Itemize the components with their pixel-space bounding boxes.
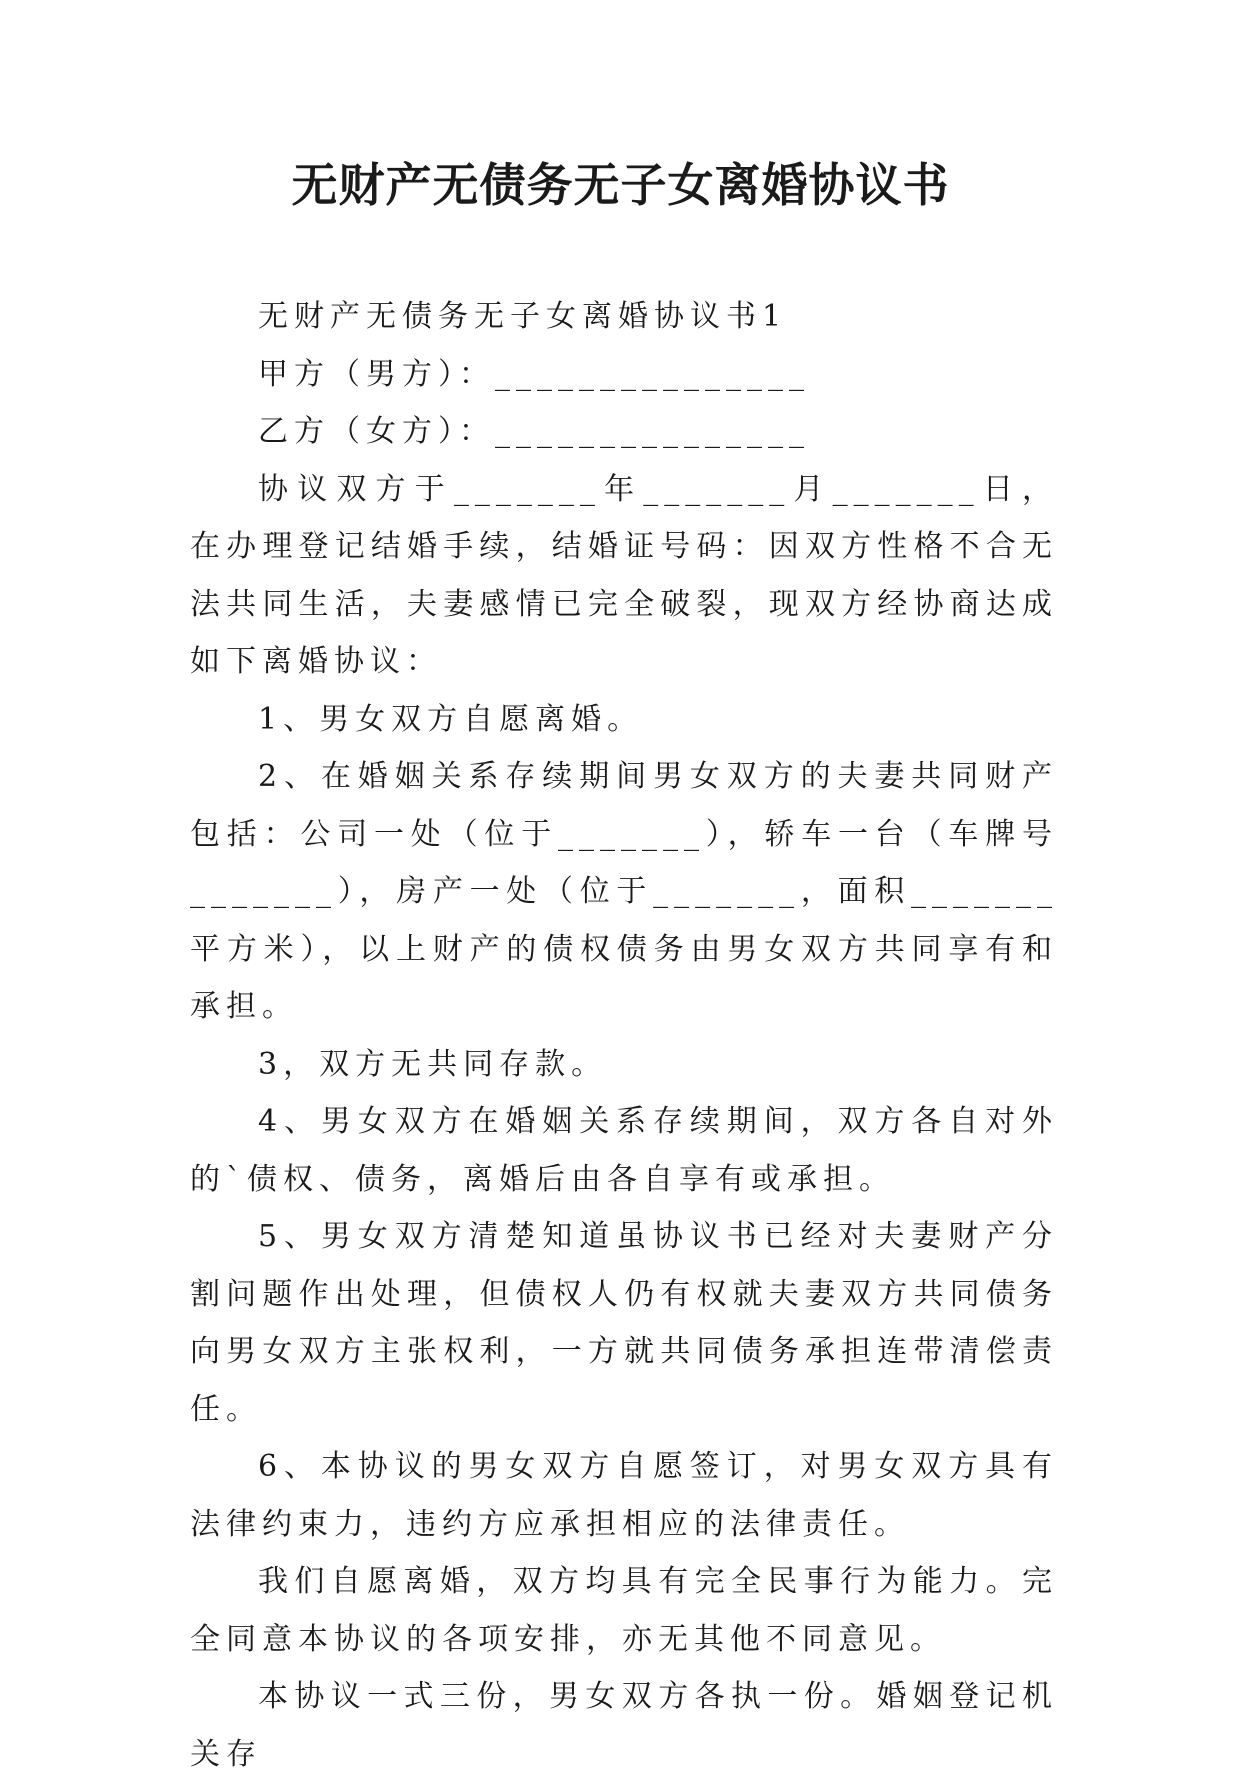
- party-b-line: 乙方（女方）：_______________: [258, 414, 810, 449]
- document-body: [190, 288, 1058, 1783]
- clause-5: 5、男女双方清楚知道虽协议书已经对夫妻财产分割问题作出处理，但债权人仍有权就夫妻双方共同债务向男女双方主张权利，一方就共同债务承担连带清偿责任。: [190, 1219, 1058, 1427]
- clause-4: 4、男女双方在婚姻关系存续期间，双方各自对外的`债权、债务，离婚后由各自享有或承担。: [190, 1104, 1058, 1197]
- party-a-line: 甲方（男方）：_______________: [258, 356, 810, 392]
- subtitle-paragraph: 无财产无债务无子女离婚协议书1: [258, 299, 788, 334]
- clause-1: 1、男女双方自愿离婚。: [258, 701, 644, 737]
- declaration-paragraph: 我们自愿离婚，双方均具有完全民事行为能力。完全同意本协议的各项安排，亦无其他不同意见。: [190, 1564, 1058, 1657]
- copies-paragraph: 本协议一式三份，男女双方各执一份。婚姻登记机关存: [190, 1679, 1058, 1772]
- clause-3: 3，双方无共同存款。: [258, 1046, 608, 1082]
- clause-6: 6、本协议的男女双方自愿签订，对男女双方具有法律约束力，违约方应承担相应的法律责任。: [190, 1449, 1058, 1542]
- preamble-paragraph: 协议双方于_______年_______月_______日，在办理登记结婚手续，结婚证号码：因双方性格不合无法共同生活，夫妻感情已完全破裂，现双方经协商达成如下离婚协议：: [190, 471, 1058, 679]
- clause-2: 2、在婚姻关系存续期间男女双方的夫妻共同财产包括：公司一处（位于_______），轿车一台（车牌号_______），房产一处（位于_______，面积_______平方米），以上财产的债权债务由男女双方共同享有和承担。: [190, 759, 1058, 1024]
- document-title: 无财产无债务无子女离婚协议书: [291, 158, 950, 212]
